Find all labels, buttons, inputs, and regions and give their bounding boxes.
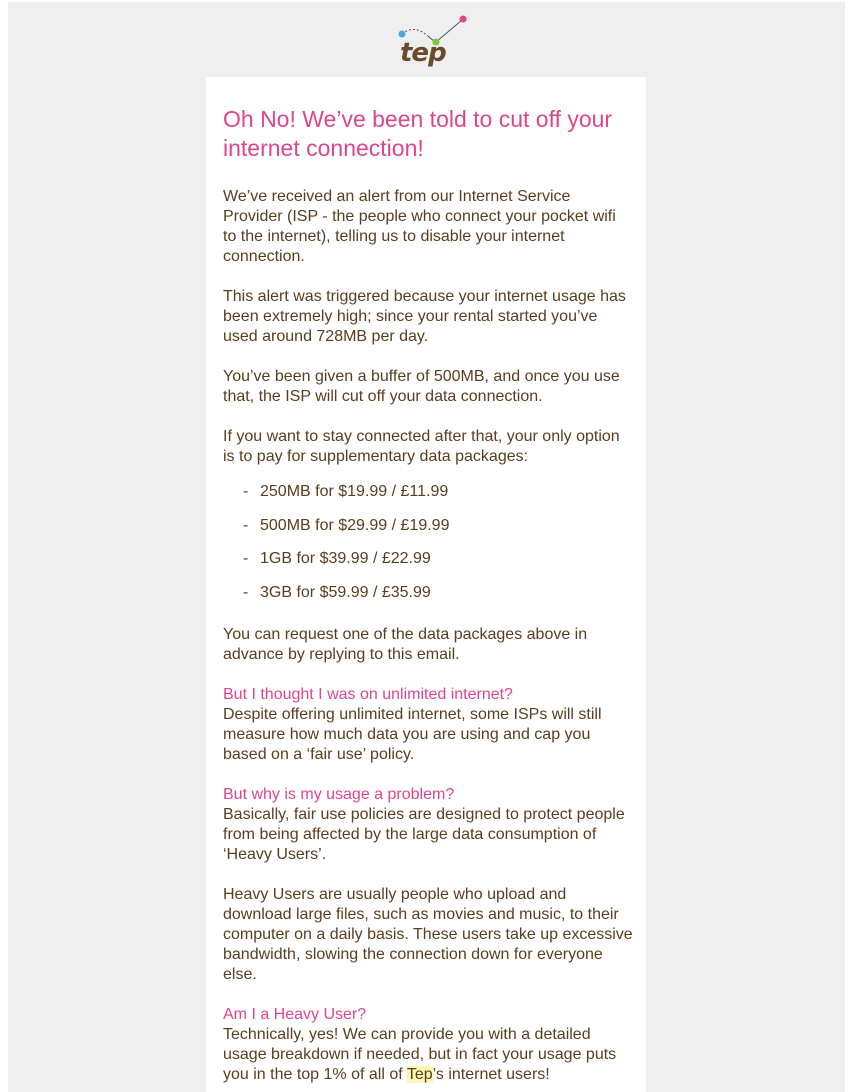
package-label: 3GB for $59.99 / £35.99 [260, 583, 431, 601]
faq-answer-end: ’s internet users! [432, 1065, 550, 1083]
paragraph-alert: We’ve received an alert from our Internet Service Provider (ISP - the people who connect your pocket wifi to the internet), telling us to disable your internet connection. [223, 188, 616, 265]
list-item: - 500MB for $29.99 / £19.99 [243, 516, 450, 534]
faq-unlimited [223, 685, 633, 765]
email-heading: Oh No! We’ve been told to cut off your internet connection! [223, 106, 613, 161]
faq-answer: Basically, fair use policies are designed to protect people from being affected by the large data consumption of ‘Heavy Users’. [223, 805, 625, 863]
package-label: 1GB for $39.99 / £22.99 [260, 550, 431, 567]
faq-question: Am I a Heavy User? [223, 1005, 367, 1023]
faq-answer: Despite offering unlimited internet, some ISPs will still measure how much data you are using and cap you based on a ‘fair use’ policy. [223, 705, 602, 763]
paragraph-options: If you want to stay connected after that, your only option is to pay for supplementary data packages: [223, 428, 620, 465]
logo-text: tep [400, 38, 446, 68]
highlighted-brand: Tep [406, 1065, 433, 1083]
faq-heavy-user [223, 1005, 633, 1085]
email-content [223, 105, 633, 1092]
list-item: - 3GB for $59.99 / £35.99 [243, 583, 431, 601]
list-item: - 250MB for $19.99 / £11.99 [243, 483, 449, 500]
paragraph-trigger: This alert was triggered because your internet usage has been extremely high; since your rental started you’ve used around 728MB per day. [223, 288, 626, 345]
package-label: 250MB for $19.99 / £11.99 [260, 483, 449, 500]
package-list [223, 482, 633, 603]
tep-logo [394, 14, 474, 72]
email-card [206, 77, 646, 1092]
faq-question: But why is my usage a problem? [223, 785, 455, 803]
paragraph-heavy-users: Heavy Users are usually people who upload and download large files, such as movies and music, to their computer on a daily basis. These users take up excessive bandwidth, slowing the connection down for everyone else. [223, 885, 633, 983]
faq-usage-problem [223, 785, 633, 865]
paragraph-buffer: You’ve been given a buffer of 500MB, and once you use that, the ISP will cut off your data connection. [223, 368, 620, 405]
faq-answer-start: Technically, yes! We can provide you with a detailed usage breakdown if needed, but in fact your usage puts you in the top 1% of all of [223, 1025, 617, 1083]
paragraph-request: You can request one of the data packages above in advance by replying to this email. [223, 625, 588, 663]
faq-question: But I thought I was on unlimited internet? [223, 685, 513, 703]
package-label: 500MB for $29.99 / £19.99 [260, 516, 450, 534]
list-item: - 1GB for $39.99 / £22.99 [243, 550, 431, 567]
